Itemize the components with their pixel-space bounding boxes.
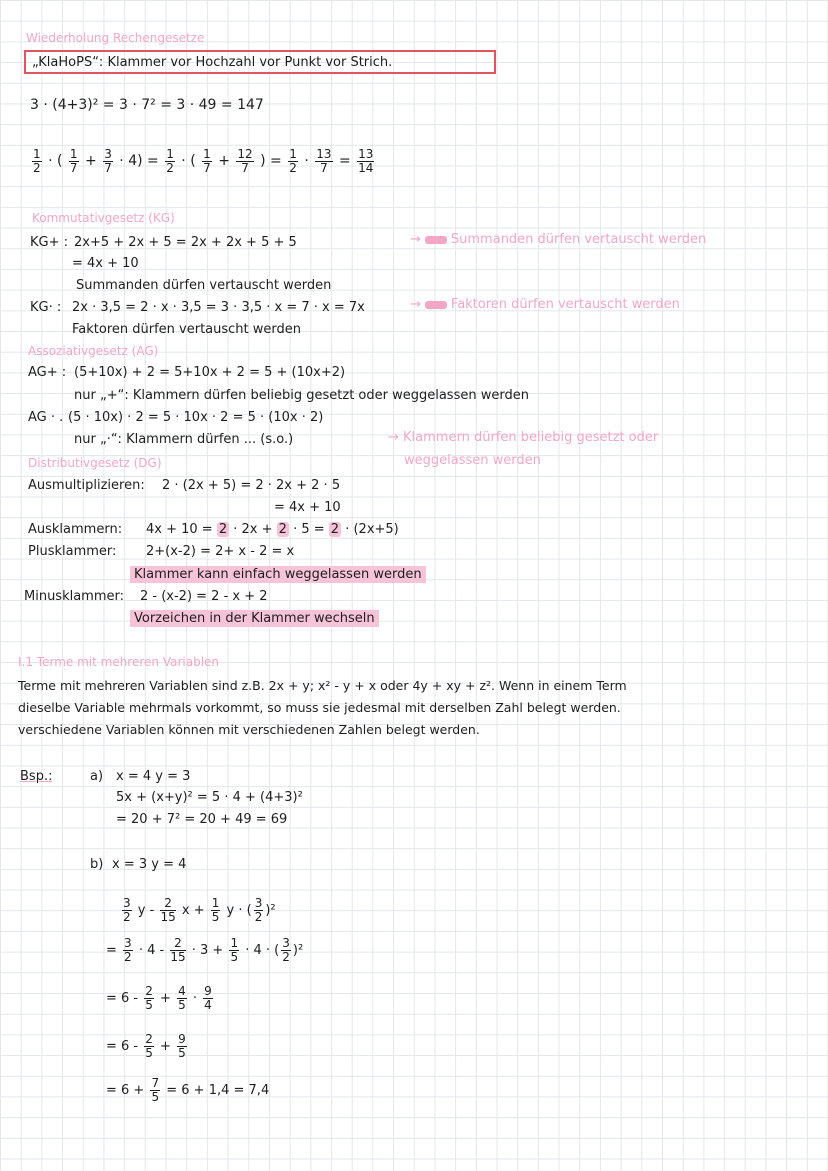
kg-mult-line: 2x · 3,5 = 2 · x · 3,5 = 3 · 3,5 · x = 7 · x = 7x — [72, 300, 365, 315]
fraction: $\frac{3}{2}$ — [282, 936, 290, 964]
section-para-1: Terme mit mehreren Variablen sind z.B. 2x + y; x² - y + x oder 4y + xy + z². Wenn in einem Term — [18, 678, 627, 693]
example-1: 3 · (4+3)² = 3 · 7² = 3 · 49 = 147 — [30, 97, 264, 113]
dg-plus-line: 2+(x-2) = 2+ x - 2 = x — [146, 544, 295, 559]
bsp-label: Bsp.: — [20, 769, 53, 784]
dg-minus-line: 2 - (x-2) = 2 - x + 2 — [140, 589, 268, 604]
ag-mult-note: nur „·“: Klammern dürfen ... (s.o.) — [74, 432, 294, 447]
dg-plus-label: Plusklammer: — [28, 544, 117, 559]
dg-aus-label: Ausmultiplizieren: — [28, 478, 145, 493]
ag-plus-line: (5+10x) + 2 = 5+10x + 2 = 5 + (10x+2) — [74, 365, 346, 380]
dg-ausk-label: Ausklammern: — [28, 522, 123, 537]
header-title: Wiederholung Rechengesetze — [26, 31, 205, 45]
ag-side-note-1: → Klammern dürfen beliebig gesetzt oder — [388, 430, 659, 445]
kg-side-note-mult: → Faktoren dürfen vertauscht werden — [410, 297, 680, 312]
kg-side-note-plus: → Summanden dürfen vertauscht werden — [410, 232, 707, 247]
kg-plus-label: KG+ : — [30, 235, 69, 250]
ag-plus-label: AG+ : — [28, 365, 67, 380]
fraction: $\frac{1}{5}$ — [211, 896, 220, 924]
example-2: $\frac{1}{2}$ · ( $\frac{1}{7}$ + $\frac{3}{7}$ · 4) = $\frac{1}{2}$ · ( $\frac{1}{7}$ + $\frac{12}{7}$ ) = $\frac{1}{2}$ · $\frac{13}{7}$ = $\frac{13}{14}$ — [33, 146, 374, 175]
bsp-a-vars: x = 4 y = 3 — [116, 769, 191, 784]
section-title: I.1 Terme mit mehreren Variablen — [18, 655, 220, 669]
dg-plus-note: Klammer kann einfach weggelassen werden — [130, 566, 426, 583]
bsp-b-line1: $\frac{3}{2}$ y - $\frac{2}{15}$ x + $\frac{1}{5}$ y · ( $\frac{3}{2}$ )² — [123, 896, 276, 924]
bsp-b-vars: x = 3 y = 4 — [112, 857, 187, 872]
kg-title: Kommutativgesetz (KG) — [32, 211, 175, 225]
section-para-3: verschiedene Variablen können mit verschiedenen Zahlen belegt werden. — [18, 722, 480, 737]
rule-text: „KlaHoPS“: Klammer vor Hochzahl vor Punkt vor Strich. — [32, 55, 393, 70]
highlight-factor: 2 — [330, 522, 340, 537]
bsp-b-line2: = $\frac{3}{2}$ · 4 - $\frac{2}{15}$ · 3 + $\frac{1}{5}$ · 4 · ( $\frac{3}{2}$ )² — [106, 936, 304, 964]
bsp-a-line2: = 20 + 7² = 20 + 49 = 69 — [116, 812, 288, 827]
dg-ausk-line: 4x + 10 = 2 · 2x + 2 · 5 = 2 · (2x+5) — [146, 522, 399, 537]
fraction: $\frac{2}{5}$ — [145, 1032, 153, 1060]
highlight-factor: 2 — [278, 522, 287, 537]
kg-mult-note: Faktoren dürfen vertauscht werden — [72, 322, 302, 337]
fraction: $\frac{4}{5}$ — [178, 984, 186, 1012]
fraction: $\frac{2}{15}$ — [170, 936, 186, 964]
dg-title: Distributivgesetz (DG) — [28, 456, 162, 470]
tag-marker — [425, 301, 447, 309]
bsp-b-line5: = 6 + $\frac{7}{5}$ = 6 + 1,4 = 7,4 — [106, 1076, 270, 1104]
ag-mult-line: (5 · 10x) · 2 = 5 · 10x · 2 = 5 · (10x · 2) — [68, 410, 324, 425]
section-para-2: dieselbe Variable mehrmals vorkommt, so muss sie jedesmal mit derselben Zahl belegt werden. — [18, 700, 621, 715]
fraction: $\frac{3}{7}$ — [104, 146, 112, 175]
fraction: $\frac{12}{7}$ — [237, 146, 253, 175]
fraction: $\frac{1}{5}$ — [230, 936, 239, 964]
bsp-a-label: a) — [90, 769, 104, 784]
fraction: $\frac{7}{5}$ — [151, 1076, 160, 1104]
fraction: $\frac{2}{5}$ — [145, 984, 153, 1012]
ag-side-note-2: weggelassen werden — [404, 453, 541, 468]
ag-plus-note: nur „+“: Klammern dürfen beliebig gesetzt oder weggelassen werden — [74, 388, 529, 403]
kg-plus-note: Summanden dürfen vertauscht werden — [76, 278, 332, 293]
dg-minus-label: Minusklammer: — [24, 589, 125, 604]
fraction: $\frac{1}{2}$ — [289, 146, 297, 175]
kg-plus-line1: 2x+5 + 2x + 5 = 2x + 2x + 5 + 5 — [74, 235, 297, 250]
ag-mult-label: AG · . — [28, 410, 64, 425]
fraction: $\frac{3}{2}$ — [124, 936, 132, 964]
kg-mult-label: KG· : — [30, 300, 62, 315]
dg-aus-line1: 2 · (2x + 5) = 2 · 2x + 2 · 5 — [162, 478, 341, 493]
bsp-b-line4: = 6 - $\frac{2}{5}$ + $\frac{9}{5}$ — [106, 1032, 186, 1060]
fraction: $\frac{9}{5}$ — [178, 1032, 186, 1060]
fraction: $\frac{2}{15}$ — [160, 896, 176, 924]
fraction: $\frac{3}{2}$ — [123, 896, 131, 924]
fraction: $\frac{1}{2}$ — [33, 146, 41, 175]
kg-plus-line2: = 4x + 10 — [72, 256, 139, 271]
fraction: $\frac{1}{2}$ — [166, 146, 174, 175]
bsp-a-line1: 5x + (x+y)² = 5 · 4 + (4+3)² — [116, 790, 303, 805]
fraction: $\frac{13}{7}$ — [316, 146, 332, 175]
fraction: $\frac{13}{14}$ — [358, 146, 374, 175]
highlight-factor: 2 — [218, 522, 228, 537]
dg-aus-line2: = 4x + 10 — [274, 500, 341, 515]
ag-title: Assoziativgesetz (AG) — [28, 344, 159, 358]
bsp-b-label: b) — [90, 857, 104, 872]
tag-marker — [425, 236, 447, 244]
fraction: $\frac{9}{4}$ — [204, 984, 212, 1012]
dg-minus-note: Vorzeichen in der Klammer wechseln — [130, 610, 379, 627]
bsp-b-line3: = 6 - $\frac{2}{5}$ + $\frac{4}{5}$ · $\frac{9}{4}$ — [106, 984, 212, 1012]
fraction: $\frac{1}{7}$ — [69, 146, 78, 175]
fraction: $\frac{1}{7}$ — [203, 146, 211, 175]
fraction: $\frac{3}{2}$ — [254, 896, 263, 924]
